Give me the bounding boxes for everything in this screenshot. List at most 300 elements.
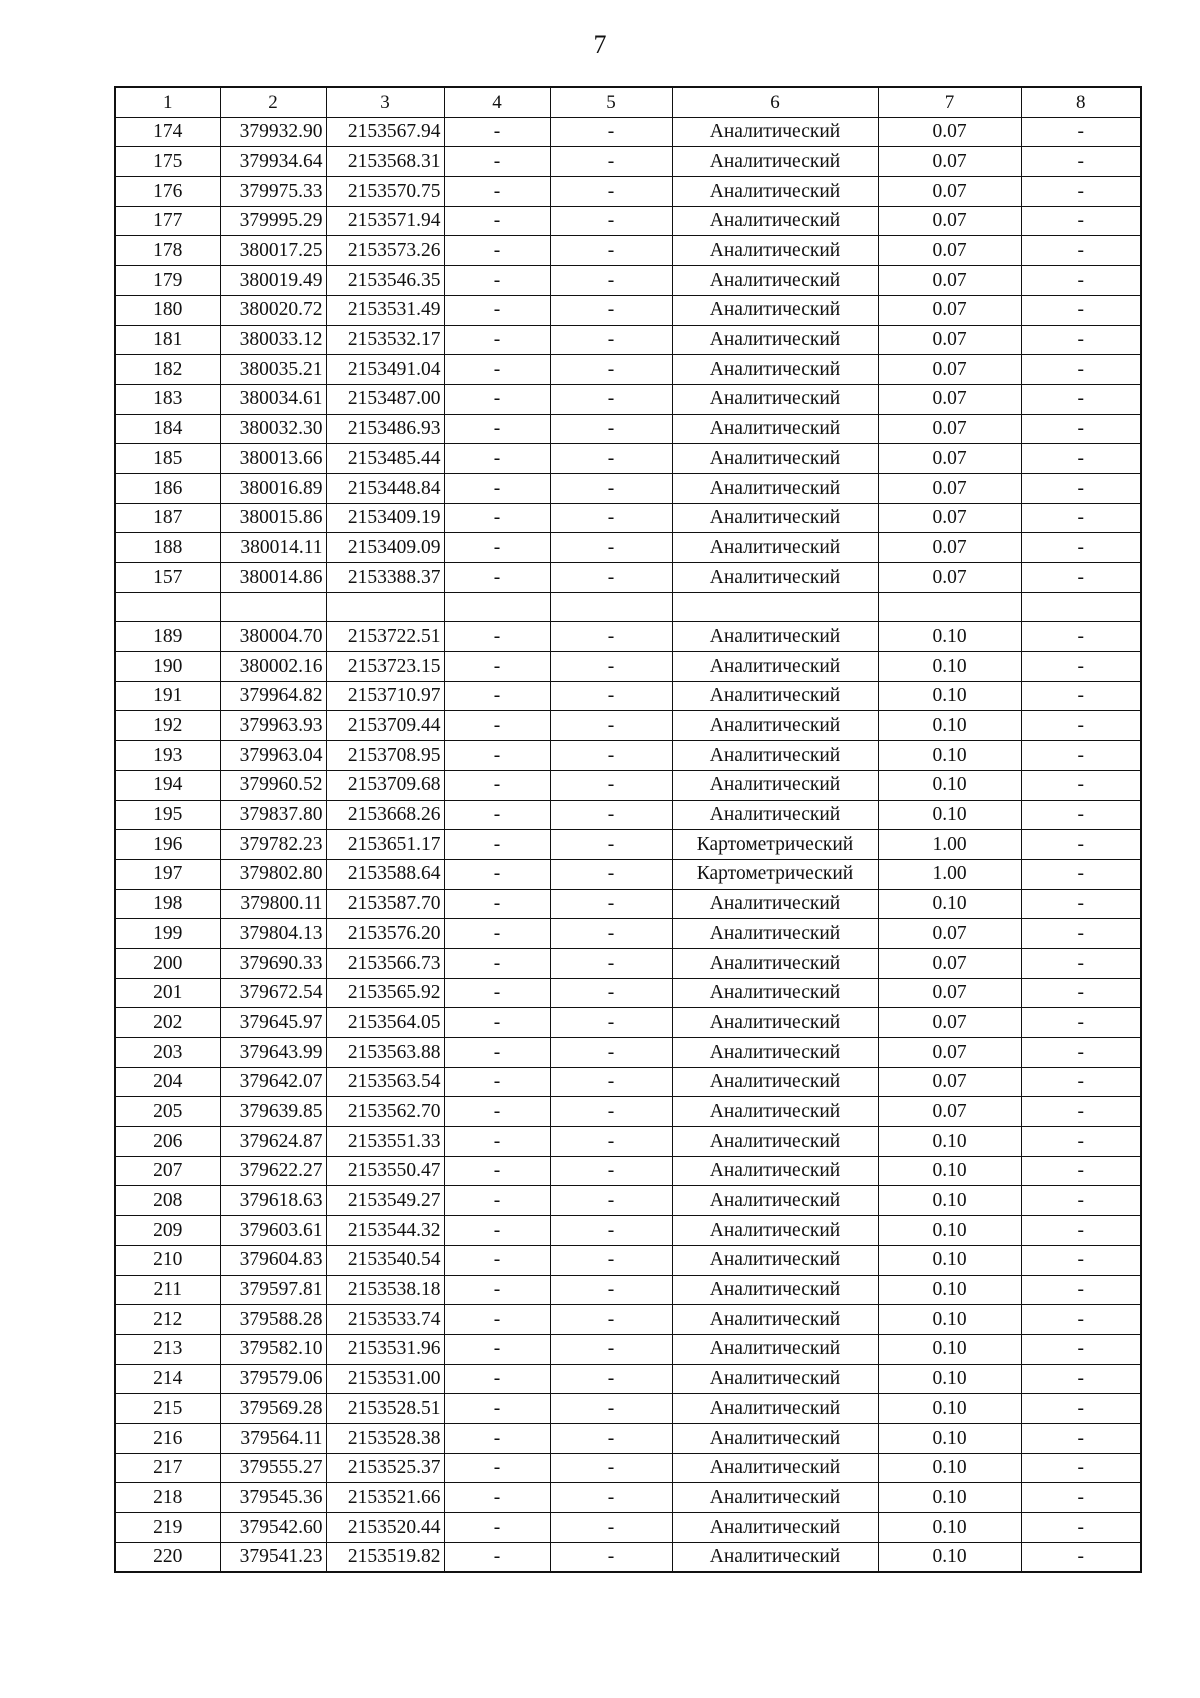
cell-point-number: 177 [115,206,220,236]
cell-method: Аналитический [672,325,878,355]
cell-accuracy: 0.07 [878,948,1021,978]
cell-x-coordinate: 379541.23 [220,1542,326,1572]
cell-column-8: - [1021,859,1141,889]
cell-method: Аналитический [672,800,878,830]
cell-y-coordinate: 2153486.93 [326,414,444,444]
cell-accuracy: 0.10 [878,622,1021,652]
cell-x-coordinate: 379597.81 [220,1275,326,1305]
cell-accuracy: 0.07 [878,1008,1021,1038]
cell-point-number: 208 [115,1186,220,1216]
column-header: 3 [326,87,444,117]
cell-column-4: - [444,117,550,147]
cell-y-coordinate: 2153570.75 [326,177,444,207]
cell-method: Аналитический [672,1483,878,1513]
cell-y-coordinate: 2153487.00 [326,384,444,414]
cell-column-5: - [550,563,672,593]
cell-method: Аналитический [672,770,878,800]
cell-column-4: - [444,295,550,325]
cell-y-coordinate: 2153587.70 [326,889,444,919]
cell-x-coordinate: 379963.04 [220,741,326,771]
cell-column-5: - [550,830,672,860]
cell-column-8: - [1021,1008,1141,1038]
cell-point-number: 192 [115,711,220,741]
cell-column-5: - [550,295,672,325]
cell-x-coordinate: 379802.80 [220,859,326,889]
table-row [115,563,1141,593]
table-row [115,1127,1141,1157]
cell-column-4: - [444,1483,550,1513]
table-body [115,87,1141,1572]
cell-accuracy [878,592,1021,622]
cell-column-8: - [1021,1186,1141,1216]
cell-accuracy: 0.10 [878,1483,1021,1513]
cell-column-5: - [550,1216,672,1246]
cell-accuracy: 0.10 [878,800,1021,830]
cell-column-8: - [1021,266,1141,296]
cell-column-4: - [444,1334,550,1364]
cell-method: Аналитический [672,177,878,207]
cell-column-5: - [550,384,672,414]
cell-column-8: - [1021,1542,1141,1572]
cell-column-8: - [1021,1097,1141,1127]
cell-column-8: - [1021,206,1141,236]
column-header: 4 [444,87,550,117]
column-header: 8 [1021,87,1141,117]
cell-column-4: - [444,1127,550,1157]
cell-column-5: - [550,889,672,919]
cell-method: Аналитический [672,533,878,563]
cell-x-coordinate: 379964.82 [220,681,326,711]
cell-x-coordinate: 380033.12 [220,325,326,355]
cell-x-coordinate: 379569.28 [220,1394,326,1424]
cell-column-5: - [550,177,672,207]
column-header: 7 [878,87,1021,117]
cell-column-5: - [550,1038,672,1068]
cell-point-number [115,592,220,622]
cell-column-8: - [1021,830,1141,860]
cell-x-coordinate: 379932.90 [220,117,326,147]
cell-column-5: - [550,444,672,474]
cell-y-coordinate: 2153563.54 [326,1067,444,1097]
cell-accuracy: 0.10 [878,1364,1021,1394]
cell-y-coordinate: 2153533.74 [326,1305,444,1335]
table-row [115,117,1141,147]
table-row [115,978,1141,1008]
cell-x-coordinate: 379804.13 [220,919,326,949]
cell-method: Аналитический [672,1334,878,1364]
cell-x-coordinate: 379672.54 [220,978,326,1008]
cell-column-8: - [1021,563,1141,593]
cell-method: Аналитический [672,563,878,593]
table-row [115,206,1141,236]
cell-y-coordinate: 2153722.51 [326,622,444,652]
cell-accuracy: 0.10 [878,741,1021,771]
cell-y-coordinate: 2153525.37 [326,1453,444,1483]
cell-method: Аналитический [672,1453,878,1483]
cell-column-4: - [444,1453,550,1483]
table-row [115,1038,1141,1068]
cell-point-number: 199 [115,919,220,949]
cell-column-5: - [550,206,672,236]
cell-accuracy: 0.07 [878,503,1021,533]
cell-x-coordinate: 379564.11 [220,1423,326,1453]
cell-column-5: - [550,414,672,444]
cell-x-coordinate: 379579.06 [220,1364,326,1394]
cell-column-5: - [550,1186,672,1216]
cell-point-number: 196 [115,830,220,860]
cell-column-4: - [444,1156,550,1186]
cell-column-4: - [444,1275,550,1305]
cell-column-8: - [1021,295,1141,325]
cell-accuracy: 0.10 [878,1453,1021,1483]
cell-accuracy: 0.10 [878,1334,1021,1364]
cell-y-coordinate: 2153710.97 [326,681,444,711]
cell-y-coordinate: 2153546.35 [326,266,444,296]
cell-point-number: 180 [115,295,220,325]
table-row [115,1394,1141,1424]
cell-point-number: 210 [115,1245,220,1275]
table-row [115,473,1141,503]
cell-x-coordinate: 379837.80 [220,800,326,830]
column-header: 2 [220,87,326,117]
cell-x-coordinate: 379934.64 [220,147,326,177]
cell-column-5: - [550,355,672,385]
table-row [115,1453,1141,1483]
cell-method: Аналитический [672,1423,878,1453]
cell-column-5: - [550,503,672,533]
cell-column-5: - [550,1394,672,1424]
cell-method: Картометрический [672,830,878,860]
cell-column-8: - [1021,622,1141,652]
table-row [115,444,1141,474]
cell-point-number: 215 [115,1394,220,1424]
cell-column-4: - [444,1067,550,1097]
cell-accuracy: 0.07 [878,444,1021,474]
cell-column-4: - [444,1513,550,1543]
page-number: 7 [593,30,607,59]
cell-y-coordinate: 2153551.33 [326,1127,444,1157]
table-row [115,503,1141,533]
cell-point-number: 213 [115,1334,220,1364]
cell-x-coordinate: 380020.72 [220,295,326,325]
cell-method: Аналитический [672,1394,878,1424]
cell-column-4: - [444,1008,550,1038]
cell-column-8: - [1021,1423,1141,1453]
cell-column-5: - [550,147,672,177]
cell-method: Аналитический [672,978,878,1008]
cell-point-number: 205 [115,1097,220,1127]
cell-accuracy: 0.07 [878,919,1021,949]
cell-x-coordinate: 379642.07 [220,1067,326,1097]
cell-x-coordinate: 379975.33 [220,177,326,207]
cell-method: Аналитический [672,1275,878,1305]
cell-method: Аналитический [672,1513,878,1543]
cell-point-number: 214 [115,1364,220,1394]
cell-method: Аналитический [672,444,878,474]
cell-column-5: - [550,533,672,563]
cell-method: Аналитический [672,1127,878,1157]
cell-point-number: 201 [115,978,220,1008]
cell-point-number: 200 [115,948,220,978]
cell-column-4: - [444,978,550,1008]
cell-accuracy: 0.07 [878,473,1021,503]
cell-column-5: - [550,1067,672,1097]
cell-method: Аналитический [672,355,878,385]
cell-column-4: - [444,533,550,563]
cell-y-coordinate: 2153573.26 [326,236,444,266]
table-row [115,889,1141,919]
cell-method: Аналитический [672,1364,878,1394]
cell-point-number: 181 [115,325,220,355]
cell-column-5: - [550,1423,672,1453]
cell-point-number: 184 [115,414,220,444]
cell-column-4: - [444,770,550,800]
cell-accuracy: 0.07 [878,295,1021,325]
table-row [115,770,1141,800]
cell-column-4: - [444,473,550,503]
table-row [115,919,1141,949]
cell-accuracy: 0.10 [878,1245,1021,1275]
cell-column-8: - [1021,414,1141,444]
cell-column-8: - [1021,1127,1141,1157]
table-row [115,1156,1141,1186]
cell-column-8: - [1021,1067,1141,1097]
cell-column-5: - [550,622,672,652]
cell-accuracy: 0.10 [878,1127,1021,1157]
cell-x-coordinate: 379645.97 [220,1008,326,1038]
cell-x-coordinate: 379960.52 [220,770,326,800]
cell-y-coordinate: 2153567.94 [326,117,444,147]
cell-accuracy: 0.07 [878,266,1021,296]
cell-y-coordinate: 2153566.73 [326,948,444,978]
column-header: 5 [550,87,672,117]
cell-column-8: - [1021,1364,1141,1394]
cell-y-coordinate: 2153564.05 [326,1008,444,1038]
cell-column-8: - [1021,1216,1141,1246]
cell-y-coordinate [326,592,444,622]
cell-accuracy: 0.07 [878,177,1021,207]
cell-column-5: - [550,1008,672,1038]
cell-column-4: - [444,1305,550,1335]
cell-y-coordinate: 2153571.94 [326,206,444,236]
cell-point-number: 204 [115,1067,220,1097]
cell-point-number: 185 [115,444,220,474]
cell-y-coordinate: 2153531.00 [326,1364,444,1394]
cell-point-number: 209 [115,1216,220,1246]
cell-x-coordinate: 380016.89 [220,473,326,503]
cell-column-5: - [550,1542,672,1572]
cell-method: Аналитический [672,1097,878,1127]
table-row [115,1364,1141,1394]
cell-column-4 [444,592,550,622]
cell-column-5 [550,592,672,622]
cell-column-4: - [444,444,550,474]
cell-column-5: - [550,1513,672,1543]
cell-method: Аналитический [672,147,878,177]
cell-accuracy: 0.10 [878,1394,1021,1424]
cell-column-8: - [1021,800,1141,830]
table-row [115,147,1141,177]
cell-column-8: - [1021,889,1141,919]
cell-accuracy: 0.10 [878,770,1021,800]
cell-column-8: - [1021,444,1141,474]
cell-accuracy: 0.07 [878,414,1021,444]
cell-x-coordinate: 379622.27 [220,1156,326,1186]
cell-y-coordinate: 2153485.44 [326,444,444,474]
cell-x-coordinate: 380004.70 [220,622,326,652]
cell-column-4: - [444,919,550,949]
cell-method: Аналитический [672,384,878,414]
cell-x-coordinate: 379603.61 [220,1216,326,1246]
cell-column-5: - [550,948,672,978]
cell-x-coordinate: 379690.33 [220,948,326,978]
cell-column-5: - [550,741,672,771]
cell-point-number: 194 [115,770,220,800]
table-row [115,1334,1141,1364]
table-row [115,355,1141,385]
cell-point-number: 206 [115,1127,220,1157]
cell-point-number: 211 [115,1275,220,1305]
cell-x-coordinate: 379582.10 [220,1334,326,1364]
cell-accuracy: 0.07 [878,384,1021,414]
cell-column-5: - [550,325,672,355]
cell-y-coordinate: 2153588.64 [326,859,444,889]
cell-column-8: - [1021,147,1141,177]
table-row [115,1305,1141,1335]
cell-column-5: - [550,117,672,147]
table-row [115,1216,1141,1246]
cell-column-8: - [1021,652,1141,682]
cell-x-coordinate: 379604.83 [220,1245,326,1275]
cell-y-coordinate: 2153563.88 [326,1038,444,1068]
cell-x-coordinate: 379800.11 [220,889,326,919]
cell-column-4: - [444,414,550,444]
cell-column-5: - [550,266,672,296]
cell-y-coordinate: 2153709.44 [326,711,444,741]
cell-method: Аналитический [672,236,878,266]
table-row [115,1245,1141,1275]
cell-x-coordinate: 379782.23 [220,830,326,860]
cell-accuracy: 0.07 [878,978,1021,1008]
cell-method: Аналитический [672,652,878,682]
cell-accuracy: 0.10 [878,652,1021,682]
cell-column-8: - [1021,533,1141,563]
cell-column-5: - [550,1275,672,1305]
cell-y-coordinate: 2153532.17 [326,325,444,355]
table-row [115,325,1141,355]
cell-column-8: - [1021,1334,1141,1364]
table-row [115,414,1141,444]
cell-column-4: - [444,503,550,533]
cell-column-5: - [550,652,672,682]
table-row [115,1097,1141,1127]
cell-y-coordinate: 2153550.47 [326,1156,444,1186]
table-row [115,1008,1141,1038]
cell-accuracy: 0.07 [878,355,1021,385]
cell-column-5: - [550,1364,672,1394]
cell-column-8: - [1021,1453,1141,1483]
cell-method: Аналитический [672,1245,878,1275]
cell-x-coordinate: 380015.86 [220,503,326,533]
cell-method: Аналитический [672,117,878,147]
cell-y-coordinate: 2153568.31 [326,147,444,177]
cell-column-8: - [1021,681,1141,711]
cell-y-coordinate: 2153651.17 [326,830,444,860]
table-row [115,830,1141,860]
cell-x-coordinate: 379618.63 [220,1186,326,1216]
cell-y-coordinate: 2153519.82 [326,1542,444,1572]
cell-method: Аналитический [672,1067,878,1097]
cell-column-5: - [550,1097,672,1127]
cell-accuracy: 0.10 [878,1186,1021,1216]
cell-accuracy: 1.00 [878,859,1021,889]
cell-column-8: - [1021,1245,1141,1275]
cell-accuracy: 0.10 [878,1275,1021,1305]
cell-y-coordinate: 2153562.70 [326,1097,444,1127]
cell-point-number: 157 [115,563,220,593]
cell-column-5: - [550,1156,672,1186]
cell-column-4: - [444,177,550,207]
cell-y-coordinate: 2153709.68 [326,770,444,800]
cell-column-5: - [550,1453,672,1483]
cell-column-4: - [444,1245,550,1275]
cell-y-coordinate: 2153531.49 [326,295,444,325]
cell-column-4: - [444,948,550,978]
cell-column-4: - [444,859,550,889]
cell-x-coordinate: 379963.93 [220,711,326,741]
cell-y-coordinate: 2153531.96 [326,1334,444,1364]
cell-point-number: 207 [115,1156,220,1186]
cell-y-coordinate: 2153409.19 [326,503,444,533]
cell-y-coordinate: 2153549.27 [326,1186,444,1216]
cell-method: Аналитический [672,1305,878,1335]
cell-accuracy: 0.07 [878,325,1021,355]
cell-point-number: 212 [115,1305,220,1335]
cell-point-number: 193 [115,741,220,771]
cell-column-4: - [444,206,550,236]
cell-x-coordinate: 379995.29 [220,206,326,236]
cell-column-4: - [444,1186,550,1216]
cell-column-8: - [1021,1275,1141,1305]
cell-method: Аналитический [672,266,878,296]
cell-column-8: - [1021,948,1141,978]
coordinates-table [114,86,1142,1573]
cell-column-4: - [444,355,550,385]
cell-point-number: 186 [115,473,220,503]
cell-method: Картометрический [672,859,878,889]
cell-y-coordinate: 2153576.20 [326,919,444,949]
cell-accuracy: 0.10 [878,681,1021,711]
cell-column-4: - [444,1364,550,1394]
cell-accuracy: 0.07 [878,1097,1021,1127]
cell-accuracy: 0.10 [878,1305,1021,1335]
cell-y-coordinate: 2153448.84 [326,473,444,503]
cell-column-8: - [1021,741,1141,771]
table-row [115,236,1141,266]
cell-column-5: - [550,681,672,711]
cell-point-number: 190 [115,652,220,682]
cell-accuracy: 0.07 [878,236,1021,266]
cell-column-4: - [444,266,550,296]
cell-accuracy: 0.07 [878,1067,1021,1097]
cell-method: Аналитический [672,1216,878,1246]
cell-column-5: - [550,978,672,1008]
cell-method: Аналитический [672,414,878,444]
table-row [115,384,1141,414]
cell-method [672,592,878,622]
cell-point-number: 176 [115,177,220,207]
cell-point-number: 197 [115,859,220,889]
